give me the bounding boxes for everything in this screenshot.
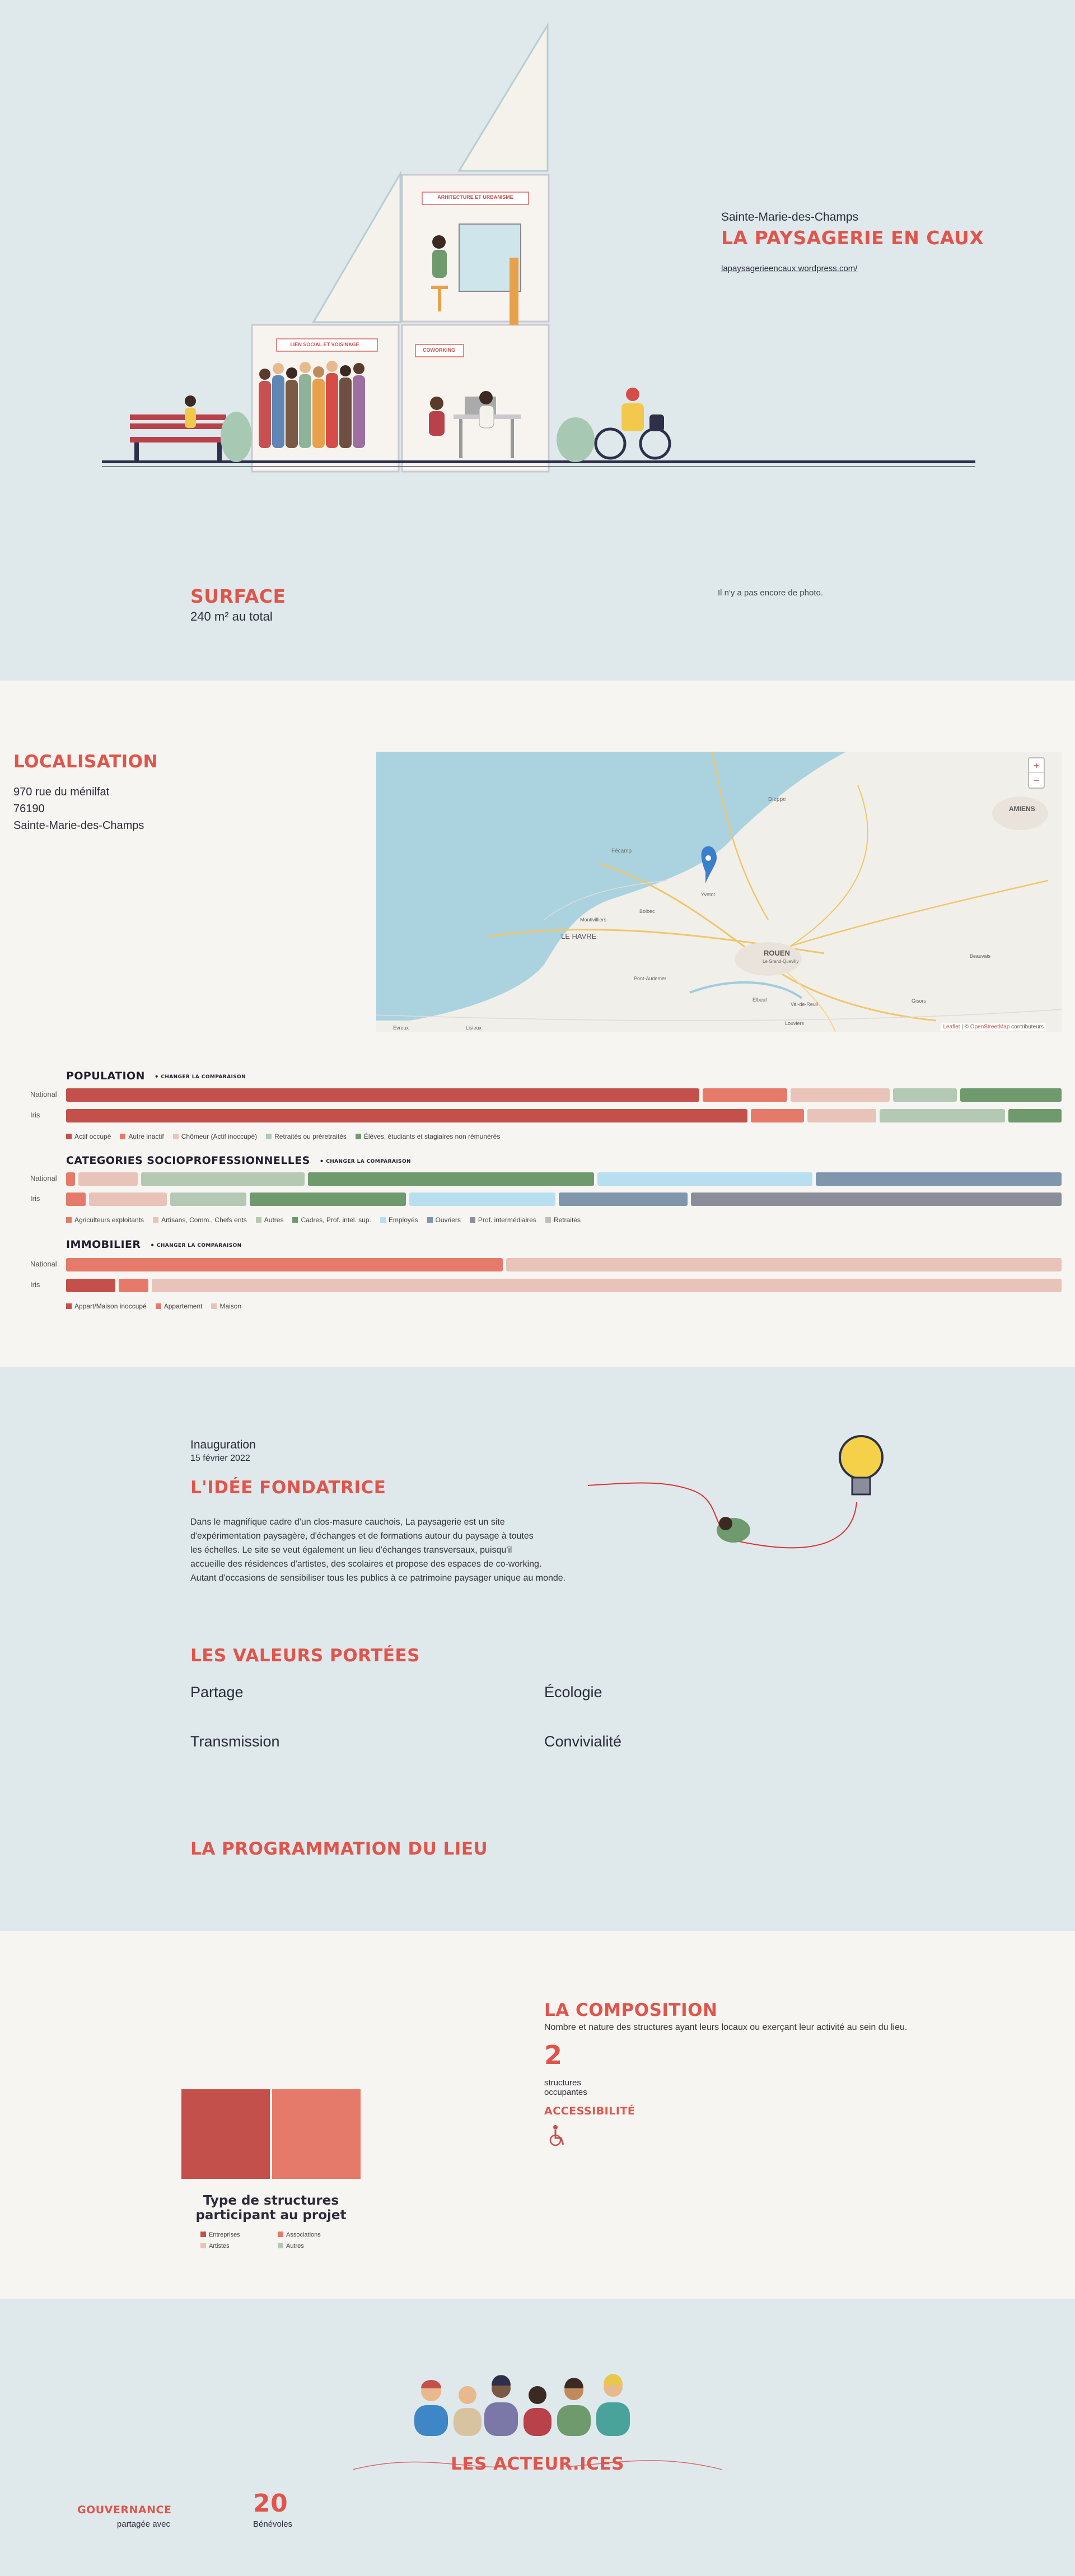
zoom-in-button[interactable]: + bbox=[1029, 758, 1044, 773]
idee-line: Autant d'occasions de sensibiliser tous les publics à ce patrimoine paysager unique au monde. bbox=[190, 1573, 566, 1583]
population-bar-national bbox=[66, 1088, 1062, 1102]
structures-pie-svg bbox=[181, 2089, 361, 2179]
legend-swatch bbox=[256, 1217, 261, 1223]
legend-item bbox=[380, 1216, 418, 1224]
no-photo-text: Il n'y a pas encore de photo. bbox=[718, 588, 823, 598]
bar-segment-csp-1 bbox=[78, 1172, 138, 1186]
address-city: Sainte-Marie-des-Champs bbox=[13, 819, 144, 832]
address-street: 970 rue du ménilfat bbox=[13, 786, 110, 798]
bar-segment-immobilier-0 bbox=[66, 1279, 115, 1292]
immobilier-bar-national bbox=[66, 1258, 1062, 1271]
bar-segment-csp-3 bbox=[308, 1172, 593, 1186]
hero-section bbox=[0, 0, 1075, 681]
valeur-item: Partage bbox=[190, 1684, 244, 1701]
bar-segment-csp-6 bbox=[691, 1192, 1062, 1206]
hero-town: Sainte-Marie-des-Champs bbox=[721, 211, 859, 223]
map-place-dieppe: Dieppe bbox=[768, 796, 786, 803]
composition-subtitle: Nombre et nature des structures ayant leurs locaux ou exerçant leur activité au sein du lieu. bbox=[544, 2023, 908, 2032]
csp-compare-link[interactable]: ⚫ CHANGER LA COMPARAISON bbox=[319, 1159, 411, 1164]
legend-item bbox=[545, 1216, 581, 1224]
pie-legend-item: Autres bbox=[278, 2243, 345, 2248]
immobilier-compare-label: CHANGER LA COMPARAISON bbox=[156, 1243, 242, 1249]
structures-count-label-1: structures bbox=[544, 2078, 581, 2088]
legend-item bbox=[427, 1216, 461, 1224]
bar-segment-csp-2 bbox=[170, 1192, 246, 1206]
csp-bar-national bbox=[66, 1172, 1062, 1186]
structures-count-label-2: occupantes bbox=[544, 2088, 587, 2097]
legend-item bbox=[292, 1216, 371, 1224]
legend-swatch bbox=[66, 1303, 72, 1309]
bar-segment-population-1 bbox=[703, 1088, 787, 1102]
localisation-section bbox=[0, 681, 1075, 1367]
localisation-title: LOCALISATION bbox=[13, 752, 158, 772]
map-place-gisors: Gisors bbox=[912, 998, 927, 1004]
pie-title-line-2: participant au projet bbox=[195, 2208, 347, 2223]
leaflet-link[interactable]: Leaflet bbox=[943, 1024, 960, 1030]
immobilier-compare-link[interactable]: ⚫ CHANGER LA COMPARAISON bbox=[150, 1243, 242, 1249]
legend-item bbox=[66, 1133, 111, 1140]
legend-item bbox=[120, 1133, 163, 1140]
legend-swatch bbox=[470, 1217, 475, 1223]
surface-value: 240 m² au total bbox=[190, 609, 273, 623]
legend-label: Chômeur (Actif inoccupé) bbox=[181, 1133, 258, 1140]
bar-segment-immobilier-2 bbox=[152, 1279, 1062, 1292]
map-attribution bbox=[941, 1023, 1046, 1031]
osm-link[interactable]: OpenStreetMap bbox=[970, 1024, 1010, 1030]
benevoles-label: Bénévoles bbox=[253, 2519, 293, 2529]
population-bar-iris bbox=[66, 1109, 1062, 1122]
idee-line: les échelles. Le site se veut également un lieu d'échanges transversaux, puisqu'il bbox=[190, 1545, 512, 1555]
map-tiles bbox=[376, 752, 1062, 1032]
inauguration-label: Inauguration bbox=[190, 1438, 256, 1451]
bar-segment-csp-5 bbox=[816, 1172, 1062, 1186]
bar-segment-csp-0 bbox=[66, 1192, 86, 1206]
gouvernance-subtitle: partagée avec bbox=[116, 2519, 170, 2529]
population-title-text: POPULATION bbox=[66, 1070, 145, 1082]
population-row-label-national: National bbox=[30, 1090, 57, 1098]
legend-item bbox=[211, 1302, 241, 1310]
map[interactable] bbox=[376, 752, 1062, 1032]
legend-item bbox=[256, 1216, 284, 1224]
population-compare-label: CHANGER LA COMPARAISON bbox=[161, 1074, 246, 1080]
legend-swatch bbox=[66, 1134, 72, 1139]
legend-label: Retraités bbox=[553, 1216, 581, 1224]
acteurs-title: LES ACTEUR.ICES bbox=[451, 2454, 624, 2474]
programmation-title: LA PROGRAMMATION DU LIEU bbox=[190, 1839, 488, 1859]
legend-item bbox=[156, 1302, 203, 1310]
map-place-yvetot: Yvetot bbox=[701, 892, 716, 897]
bar-segment-population-2 bbox=[791, 1088, 890, 1102]
immobilier-row-label-iris: Iris bbox=[30, 1280, 40, 1289]
immobilier-bar-iris bbox=[66, 1279, 1062, 1292]
legend-item bbox=[153, 1216, 247, 1224]
bar-segment-population-3 bbox=[893, 1088, 957, 1102]
legend-swatch bbox=[266, 1134, 272, 1139]
csp-title bbox=[66, 1154, 411, 1167]
csp-bar-iris bbox=[66, 1192, 1062, 1206]
bar-segment-csp-3 bbox=[250, 1192, 406, 1206]
population-row-label-iris: Iris bbox=[30, 1111, 40, 1119]
bar-segment-csp-4 bbox=[597, 1172, 813, 1186]
legend-label: Retraités ou préretraités bbox=[274, 1133, 347, 1140]
csp-title-text: CATEGORIES SOCIOPROFESSIONNELLES bbox=[66, 1154, 310, 1167]
map-place-grand-quevilly: Le Grand-Quevilly bbox=[763, 959, 799, 964]
pie-legend bbox=[200, 2232, 346, 2248]
acteurs-section bbox=[0, 2299, 1075, 2576]
immobilier-title-text: IMMOBILIER bbox=[66, 1238, 141, 1251]
surface-title: SURFACE bbox=[190, 585, 286, 607]
legend-label: Actif occupé bbox=[74, 1133, 111, 1140]
population-compare-link[interactable]: ⚫ CHANGER LA COMPARAISON bbox=[154, 1074, 246, 1080]
zoom-out-button[interactable]: − bbox=[1033, 775, 1040, 786]
pie-legend-item: Artistes bbox=[200, 2243, 278, 2248]
legend-swatch bbox=[120, 1134, 125, 1139]
map-place-fecamp: Fécamp bbox=[611, 848, 632, 854]
gouvernance-title: GOUVERNANCE bbox=[77, 2504, 172, 2516]
bar-segment-csp-5 bbox=[559, 1192, 688, 1206]
bar-segment-csp-4 bbox=[409, 1192, 555, 1206]
legend-label: Appart/Maison inoccupé bbox=[74, 1302, 147, 1310]
idee-text bbox=[190, 1515, 638, 1585]
legend-swatch bbox=[156, 1303, 161, 1309]
legend-label: Cadres, Prof. intel. sup. bbox=[301, 1216, 371, 1224]
legend-item bbox=[266, 1133, 347, 1140]
legend-label: Autres bbox=[264, 1216, 284, 1224]
pie-title-line-1: Type de structures bbox=[203, 2193, 339, 2208]
inauguration-date: 15 février 2022 bbox=[190, 1454, 250, 1463]
legend-label: Artisans, Comm., Chefs ents bbox=[161, 1216, 247, 1224]
population-title bbox=[66, 1070, 246, 1082]
map-place-louviers: Louviers bbox=[785, 1021, 805, 1026]
idee-line: d'expérimentation paysagère, d'échanges et de formations autour du paysage à toutes bbox=[190, 1531, 534, 1541]
legend-label: Prof. intermédiaires bbox=[478, 1216, 536, 1224]
bar-segment-immobilier-1 bbox=[119, 1279, 148, 1292]
valeur-item: Écologie bbox=[544, 1684, 602, 1701]
legend-item bbox=[173, 1133, 257, 1140]
building-illustration bbox=[95, 22, 991, 476]
idee-line: accueille des résidences d'artistes, des scolaires et propose des espaces de co-working. bbox=[190, 1559, 542, 1569]
lightbulb-illustration bbox=[588, 1435, 901, 1558]
pie-slice-entreprises bbox=[181, 2089, 270, 2179]
valeur-item: Transmission bbox=[190, 1733, 280, 1750]
bar-segment-immobilier-2 bbox=[506, 1258, 1062, 1271]
accessibilite-title: ACCESSIBILITÉ bbox=[544, 2105, 635, 2117]
map-place-lisieux: Lisieux bbox=[466, 1025, 482, 1031]
legend-label: Élèves, étudiants et stagiaires non rémunérés bbox=[363, 1133, 501, 1140]
illustration-label-lien-social: LIEN SOCIAL ET VOISINAGE bbox=[290, 342, 359, 347]
bar-segment-population-4 bbox=[1008, 1109, 1062, 1122]
csp-row-label-national: National bbox=[30, 1174, 57, 1182]
illustration-label-architecture: ARHITECTURE ET URBANISME bbox=[437, 194, 513, 200]
people-illustration bbox=[414, 2366, 666, 2436]
legend-swatch bbox=[292, 1217, 298, 1223]
composition-section bbox=[0, 1931, 1075, 2299]
immobilier-legend bbox=[66, 1301, 250, 1311]
legend-item bbox=[66, 1302, 147, 1310]
map-place-montivilliers: Montivilliers bbox=[580, 917, 607, 923]
map-place-pont-audemer: Pont-Audemer bbox=[634, 976, 667, 981]
immobilier-title bbox=[66, 1238, 242, 1251]
bar-segment-csp-0 bbox=[66, 1172, 75, 1186]
map-place-bolbec: Bolbec bbox=[639, 909, 655, 914]
pie-legend-item: Associations bbox=[278, 2232, 345, 2238]
bar-segment-population-0 bbox=[66, 1109, 747, 1122]
hero-title: LA PAYSAGERIE EN CAUX bbox=[721, 227, 984, 249]
legend-label: Employés bbox=[388, 1216, 418, 1224]
legend-swatch bbox=[66, 1217, 72, 1223]
legend-label: Agriculteurs exploitants bbox=[74, 1216, 144, 1224]
legend-swatch bbox=[545, 1217, 551, 1223]
bar-segment-population-2 bbox=[807, 1109, 876, 1122]
legend-swatch bbox=[356, 1134, 361, 1139]
pie-legend-item: Entreprises bbox=[200, 2232, 278, 2238]
illustration-label-coworking: COWORKING bbox=[423, 347, 455, 353]
address-postcode: 76190 bbox=[13, 803, 45, 815]
structures-count: 2 bbox=[544, 2040, 563, 2070]
website-link[interactable]: lapaysagerieencaux.wordpress.com/ bbox=[721, 264, 858, 273]
legend-label: Autre inactif bbox=[128, 1133, 164, 1140]
composition-title: LA COMPOSITION bbox=[544, 2000, 718, 2020]
wheelchair-icon bbox=[549, 2125, 565, 2147]
valeur-item: Convivialité bbox=[544, 1733, 622, 1750]
idee-title: L'IDÉE FONDATRICE bbox=[190, 1478, 386, 1498]
attribution-separator: | © bbox=[960, 1024, 970, 1030]
legend-swatch bbox=[173, 1134, 179, 1139]
legend-label: Maison bbox=[219, 1302, 242, 1310]
map-zoom-controls bbox=[1028, 757, 1045, 789]
population-legend bbox=[66, 1131, 509, 1142]
bar-segment-population-0 bbox=[66, 1088, 699, 1102]
map-place-beauvais: Beauvais bbox=[970, 953, 991, 959]
map-place-rouen: ROUEN bbox=[764, 949, 790, 957]
csp-compare-label: CHANGER LA COMPARAISON bbox=[326, 1159, 411, 1164]
legend-swatch bbox=[380, 1217, 386, 1223]
bar-segment-immobilier-1 bbox=[66, 1258, 503, 1271]
map-place-le-havre: LE HAVRE bbox=[561, 932, 597, 940]
map-place-val-de-reuil: Val-de-Reuil bbox=[791, 1001, 818, 1007]
bar-segment-csp-2 bbox=[141, 1172, 305, 1186]
map-place-evreux: Evreux bbox=[393, 1025, 409, 1031]
valeurs-title: LES VALEURS PORTÉES bbox=[190, 1646, 420, 1666]
map-place-amiens: AMIENS bbox=[1009, 805, 1035, 813]
legend-label: Appartement bbox=[163, 1302, 203, 1310]
pie-slice-associations bbox=[272, 2089, 361, 2179]
immobilier-row-label-national: National bbox=[30, 1260, 57, 1268]
csp-legend bbox=[66, 1215, 590, 1225]
structures-pie bbox=[181, 2089, 361, 2179]
legend-swatch bbox=[427, 1217, 433, 1223]
legend-item bbox=[66, 1216, 144, 1224]
attribution-end: contributeurs bbox=[1009, 1024, 1044, 1030]
legend-label: Ouvriers bbox=[435, 1216, 461, 1224]
idee-line: Dans le magnifique cadre d'un clos-masure cauchois, La paysagerie est un site bbox=[190, 1517, 505, 1527]
projet-section bbox=[0, 1367, 1075, 1931]
bar-segment-population-1 bbox=[751, 1109, 804, 1122]
bar-segment-csp-1 bbox=[89, 1192, 167, 1206]
benevoles-count: 20 bbox=[253, 2489, 288, 2518]
bar-segment-population-3 bbox=[880, 1109, 1006, 1122]
legend-item bbox=[356, 1133, 500, 1140]
legend-swatch bbox=[211, 1303, 217, 1309]
bar-segment-population-4 bbox=[960, 1088, 1062, 1102]
pie-title bbox=[181, 2193, 361, 2223]
map-place-elbeuf: Elbeuf bbox=[752, 997, 767, 1003]
legend-swatch bbox=[153, 1217, 158, 1223]
csp-row-label-iris: Iris bbox=[30, 1194, 40, 1203]
legend-item bbox=[470, 1216, 536, 1224]
